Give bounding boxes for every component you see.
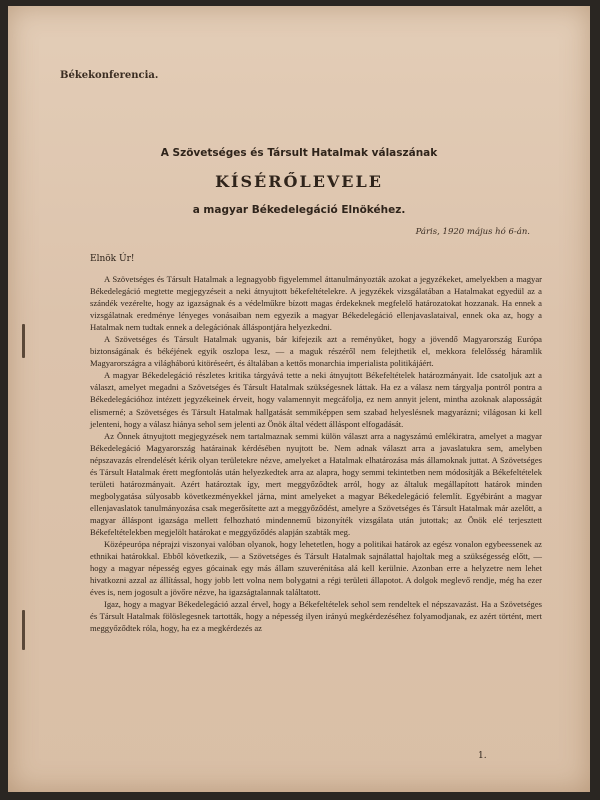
title-addressee: a magyar Békedelegáció Elnökéhez. bbox=[192, 204, 406, 216]
paragraph: A magyar Békedelegáció részletes kritika tárgyává tette a neki átnyujtott Békefeltételek határozmányait. Ide csatoljuk azt a választ, amelyet megadni a Szövetséges és Társult Hatalmak szükségesnek láttak. Ha ez a válasz nem tárgyalja pontról pontra a Békedelegációhoz intézett jegyzékeinek érveit, hogy valamennyit megcáfolja, ez nem annyit jelent, mintha azoknak alaposságát elismerné; a Szövetséges és Társult Hatalmak hallgatását semmiképpen sem szabad helyeslésnek magyarázni; világosan ki kell jelenteni, hogy a válasz hiánya sehol sem jelenti az Önök által védett álláspont elfogadását. bbox=[90, 370, 542, 429]
paragraph: A Szövetséges és Társult Hatalmak a legnagyobb figyelemmel áttanulmányozták azokat a jegyzékeket, amelyekben a magyar Békedelegáció megtette megjegyzéseit a neki átnyujtott békefeltételekre. A jegyzékek vizsgálatában a Hatalmakat egyedül az a szándék vezérelte, hogy az igazságnak és a védelműkre bízott magas érdekeknek megfelelő határozatokat hozzanak. Ha ennek a vizsgálatnak eredménye lényeges vonásaiban nem egyezik a magyar Békedelegáció ellenjavaslataival, ennek oka az, hogy a Hatalmak nem tudtak ennek a delegációnak álláspontjára helyezkedni. bbox=[90, 274, 542, 333]
binding-mark-bottom bbox=[22, 610, 25, 650]
title-subheading: A Szövetséges és Társult Hatalmak válaszának bbox=[160, 147, 438, 159]
page-number: 1. bbox=[478, 751, 487, 761]
binding-mark-top bbox=[22, 324, 25, 358]
conference-label: Békekonferencia. bbox=[60, 70, 159, 81]
paragraph: A Szövetséges és Társult Hatalmak ugyanis, bár kifejezik azt a reményüket, hogy a jövendő Magyarország Európa biztonságának és békéjének egyik oszlopa lesz, — a maguk részéről nem felejthetik el, mekkora felelősség háramlik Magyarországra a világháború kitöréseért, és általában a kettős monarchia imperialista politikájáért. bbox=[90, 334, 542, 369]
paragraph: Az Önnek átnyujtott megjegyzések nem tartalmaznak semmi külön választ arra a nagyszámú emlékiratra, amelyet a magyar Békedelegáció Magyarország határainak kérdésében nyujtott be. Nem adnak választ arra a javaslatukra sem, amelyben népszavazás elrendelését kérik olyan területekre nézve, amelyeket a Hatalmak elhatározása más államoknak juttat. A Szövetséges és Társult Hatalmak érett megfontolás után helyezkedtek arra az alapra, hogy semmi tekintetben nem módosítják a Békefeltételek területi határozmányait. Azért határoztak így, mert meggyőződtek arról, hogy az általuk megállapított határok minden megbolygatása súlyosabb következményekkel járna, mint amelyeket a magyar Békedelegáció felemlít. Egyébiránt a magyar ellenjavaslatok tanulmányozása csak megerősítette azt a meggyőződést, amelyre a Szövetséges és Társult Hatalmak már azelőtt, a magyar álláspont igazsága mellett felhozható mindennemű bizonyíték vizsgálata után jutottak; az Önök elé terjesztett Békefeltételekben megjelölt határokat e meggyőződés alapján szabták meg. bbox=[90, 430, 542, 537]
paragraph: Középeurópa néprajzi viszonyai valóban olyanok, hogy lehetetlen, hogy a politikai határok az egész vonalon egybeessenek az ethnikai határokkal. Ebből következik, — a Szövetséges és Társult Hatalmak sajnálattal hajoltak meg a szükségesség előtt, — hogy a magyar népesség egyes gócainak egy más állam szuverénitása alá kell kerülnie. Azonban erre a helyzetre nem lehet hivatkozni azzal az állítással, hogy jobb lett volna nem bolygatni a régi területi állapotot. A dolgok meglevő rendje, még ha ezer éves is, nem jogosult a jövőre nézve, ha igazságtalannak találtatott. bbox=[90, 539, 542, 598]
dateline: Páris, 1920 május hó 6-án. bbox=[415, 227, 530, 237]
document-page bbox=[8, 6, 590, 792]
document-title: KÍSÉRŐLEVELE bbox=[215, 172, 383, 191]
salutation: Elnök Úr! bbox=[90, 254, 135, 264]
paragraph: Igaz, hogy a magyar Békedelegáció azzal érvel, hogy a Békefeltételek sehol sem rendeltek el népszavazást. Ha a Szövetséges és Társult Hatalmak fölöslegesnek tartották, hogy a népesség ilyen irányú megkérdezéséhez folyamodjanak, ez azért történt, mert meggyőződtek róla, hogy, ha ez a megkérdezés az bbox=[90, 599, 542, 634]
letter-body bbox=[90, 273, 542, 634]
